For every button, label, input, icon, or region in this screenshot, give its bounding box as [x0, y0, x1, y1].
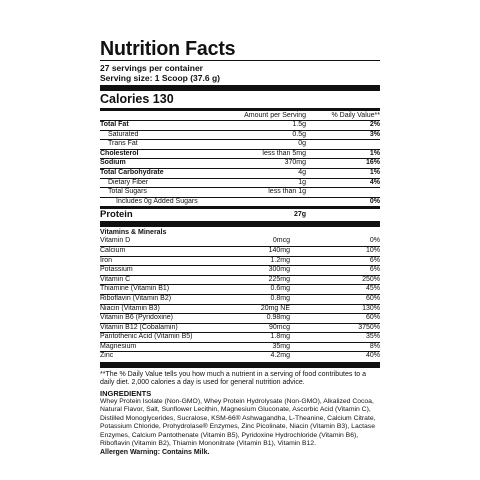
daily-value-footnote: **The % Daily Value tells you how much a nutrient in a serving of food contributes to a daily diet. 2,000 calories a day is used for general nutrition advice.: [100, 371, 367, 387]
nutrient-daily-value: 1%: [369, 168, 380, 176]
protein-label: Protein: [100, 209, 133, 221]
nutrient-daily-value: 4%: [369, 178, 380, 186]
vitamins-header: Vitamins & Minerals: [100, 229, 167, 237]
ingredients-text: Whey Protein Isolate (Non-GMO), Whey Protein Hydrolysate (Non-GMO), Alkalized Cocoa, Natural Flavor, Salt, Sunflower Lecithin, Magnesium Gluconate, Ascorbic Acid (Vitamin C), Distilled Monoglycerides, Sucralose, KSM-66® Ashwagandha, L-Theanine, Calcium Citrate, Potassium Chloride, Prohydrolase® Enzymes, Zinc Picolinate, Niacin (Vitamin B3), Lactase Enzymes, Calcium Pantothenate (Vitamin B5), Pyridoxine Hydrochloride (Vitamin B6), Riboflavin (Vitamin B2), Thiamin Mononitrate (Vitamin B1), Vitamin B12.: [100, 397, 376, 447]
vitamin-name: Thiamine (Vitamin B1): [100, 285, 170, 293]
nutrient-amount: 4g: [298, 168, 306, 176]
vitamin-daily-value: 6%: [369, 256, 380, 264]
vitamin-daily-value: 35%: [365, 333, 380, 341]
vitamin-daily-value: 40%: [365, 352, 380, 360]
nutrient-name: Sodium: [100, 159, 126, 167]
nutrient-name: Trans Fat: [108, 140, 138, 148]
vitamin-row: [100, 343, 380, 352]
vitamin-name: Vitamin B6 (Pyridoxine): [100, 314, 174, 322]
calories: Calories 130: [100, 92, 174, 106]
nutrient-amount: [210, 198, 306, 207]
nutrient-row: [100, 150, 380, 159]
nutrient-row: [100, 188, 380, 197]
vitamin-row: [100, 237, 380, 246]
nutrient-name: Includes 0g Added Sugars: [116, 197, 198, 205]
nutrient-daily-value: 16%: [365, 159, 380, 167]
nutrient-amount: less than 1g: [268, 188, 306, 196]
vitamin-amount: 225mg: [268, 275, 290, 283]
vitamin-amount: 1.8mg: [270, 333, 290, 341]
vitamin-row: [100, 247, 380, 256]
nutrient-daily-value: 1%: [369, 149, 380, 157]
vitamin-amount: 0.6mg: [270, 285, 290, 293]
nutrient-amount: 1g: [298, 178, 306, 186]
nutrient-daily-value: 0%: [369, 197, 380, 205]
nutrient-row: [100, 159, 380, 168]
vitamin-daily-value: 8%: [369, 342, 380, 350]
nutrient-name: Cholesterol: [100, 149, 139, 157]
nutrient-amount: 0.5g: [292, 130, 306, 138]
servings-per-container: 27 servings per container: [100, 63, 203, 73]
vitamin-amount: 140mg: [268, 246, 290, 254]
nutrient-name: Saturated: [108, 130, 139, 138]
nutrient-amount: 1.5g: [292, 121, 306, 128]
daily-value-header: % Daily Value**: [331, 112, 380, 119]
vitamin-daily-value: 60%: [365, 294, 380, 302]
nutrient-row: [100, 140, 380, 149]
nutrient-daily-value: 3%: [369, 130, 380, 138]
vitamin-amount: 35mg: [272, 342, 290, 350]
nutrient-amount: less than 5mg: [262, 149, 306, 157]
vitamin-row: [100, 285, 380, 294]
vitamin-row: [100, 352, 380, 361]
protein-amount: 27g: [293, 211, 306, 219]
nutrient-row: [100, 179, 380, 188]
vitamin-amount: 4.2mg: [270, 352, 290, 360]
vitamin-name: Magnesium: [100, 342, 137, 350]
nutrient-row: [100, 131, 380, 140]
vitamin-amount: 0mcg: [272, 237, 290, 245]
vitamin-amount: 20mg NE: [260, 304, 290, 312]
vitamin-name: Calcium: [100, 246, 126, 254]
vitamin-daily-value: 6%: [369, 266, 380, 274]
vitamin-name: Niacin (Vitamin B3): [100, 304, 160, 312]
vitamin-daily-value: 45%: [365, 285, 380, 293]
vitamin-row: [100, 305, 380, 314]
vitamin-amount: 1.2mg: [270, 256, 290, 264]
vitamin-name: Vitamin C: [100, 275, 131, 283]
vitamin-row: [100, 266, 380, 275]
vitamin-row: [100, 295, 380, 304]
nutrient-name: Dietary Fiber: [108, 178, 149, 186]
nutrient-name: Total Fat: [100, 121, 129, 128]
nutrient-name: Total Sugars: [108, 188, 147, 196]
vitamin-row: [100, 276, 380, 285]
ingredients-header: INGREDIENTS: [100, 388, 152, 398]
vitamin-daily-value: 10%: [365, 246, 380, 254]
column-header: [100, 111, 380, 120]
vitamin-amount: 0.98mg: [266, 314, 290, 322]
nutrient-amount: 370mg: [284, 159, 306, 167]
nutrient-daily-value: 2%: [369, 121, 380, 128]
vitamin-row: [100, 333, 380, 342]
vitamin-row: [100, 257, 380, 266]
protein-row: [100, 209, 380, 221]
divider: [100, 221, 380, 227]
vitamin-daily-value: 130%: [362, 304, 380, 312]
serving-size: Serving size: 1 Scoop (37.6 g): [100, 73, 220, 83]
vitamin-name: Vitamin D: [100, 237, 131, 245]
nutrient-row: [100, 169, 380, 178]
nutrient-row: [100, 121, 380, 130]
allergen-warning: Allergen Warning: Contains Milk.: [100, 449, 210, 457]
nutrient-name: Total Carbohydrate: [100, 168, 164, 176]
vitamin-daily-value: 60%: [365, 314, 380, 322]
nutrition-facts-panel: [100, 38, 380, 457]
nutrient-daily-value: [306, 188, 380, 197]
nutrient-daily-value: [306, 140, 380, 149]
amount-per-serving-header: Amount per Serving: [244, 112, 306, 119]
nutrient-amount: 0g: [298, 140, 306, 148]
vitamin-daily-value: 250%: [362, 275, 380, 283]
divider: [100, 362, 380, 368]
divider: [100, 60, 380, 61]
vitamin-name: Iron: [100, 256, 113, 264]
vitamin-row: [100, 314, 380, 323]
nutrient-row: [100, 198, 380, 207]
vitamin-amount: 0.8mg: [270, 294, 290, 302]
label-title: Nutrition Facts: [100, 38, 236, 60]
vitamin-daily-value: 3750%: [358, 323, 380, 331]
vitamin-daily-value: 0%: [369, 237, 380, 245]
vitamin-name: Vitamin B12 (Cobalamin): [100, 323, 178, 331]
vitamin-amount: 90mcg: [268, 323, 290, 331]
vitamin-name: Potassium: [100, 266, 133, 274]
vitamin-name: Zinc: [100, 352, 114, 360]
vitamin-name: Pantothenic Acid (Vitamin B5): [100, 333, 193, 341]
vitamin-list: [100, 237, 380, 361]
vitamin-amount: 300mg: [268, 266, 290, 274]
nutrient-list: [100, 121, 380, 206]
vitamin-name: Riboflavin (Vitamin B2): [100, 294, 172, 302]
vitamin-row: [100, 324, 380, 333]
